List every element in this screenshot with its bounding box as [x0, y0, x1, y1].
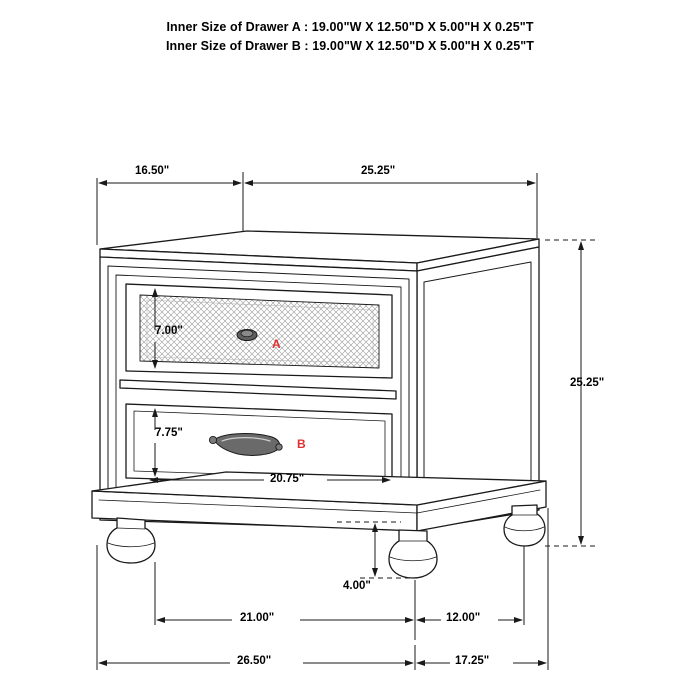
dim-text-leg-height: 4.00" — [343, 580, 371, 592]
leg-front-right — [389, 530, 437, 578]
leg-front-left — [107, 518, 155, 563]
dim-text-top-left: 16.50" — [135, 165, 170, 177]
dim-text-drawer-a-height: 7.00" — [155, 325, 183, 337]
dim-overall-front-width — [97, 545, 415, 670]
dim-text-base-front-width: 21.00" — [240, 612, 275, 624]
dim-text-drawer-b-height: 7.75" — [155, 427, 183, 439]
header-line-drawer-a: Inner Size of Drawer A : 19.00"W X 12.50"D X 5.00"H X 0.25"T — [166, 20, 534, 34]
dim-text-overall-side-depth: 17.25" — [455, 655, 490, 667]
dim-text-right-height: 25.25" — [570, 377, 605, 389]
drawer-b-label: B — [297, 437, 306, 451]
dim-right-height — [545, 240, 596, 546]
dim-text-base-side-depth: 12.00" — [446, 612, 481, 624]
dim-text-top-right: 25.25" — [361, 165, 396, 177]
drawer-a-knob — [237, 330, 257, 341]
dim-text-drawer-b-width: 20.75" — [270, 473, 305, 485]
dim-base-front-width — [155, 562, 415, 640]
header-line-drawer-b: Inner Size of Drawer B : 19.00"W X 12.50"D X 5.00"H X 0.25"T — [165, 39, 535, 53]
dim-text-overall-front-width: 26.50" — [237, 655, 272, 667]
drawer-a-label: A — [272, 337, 281, 351]
